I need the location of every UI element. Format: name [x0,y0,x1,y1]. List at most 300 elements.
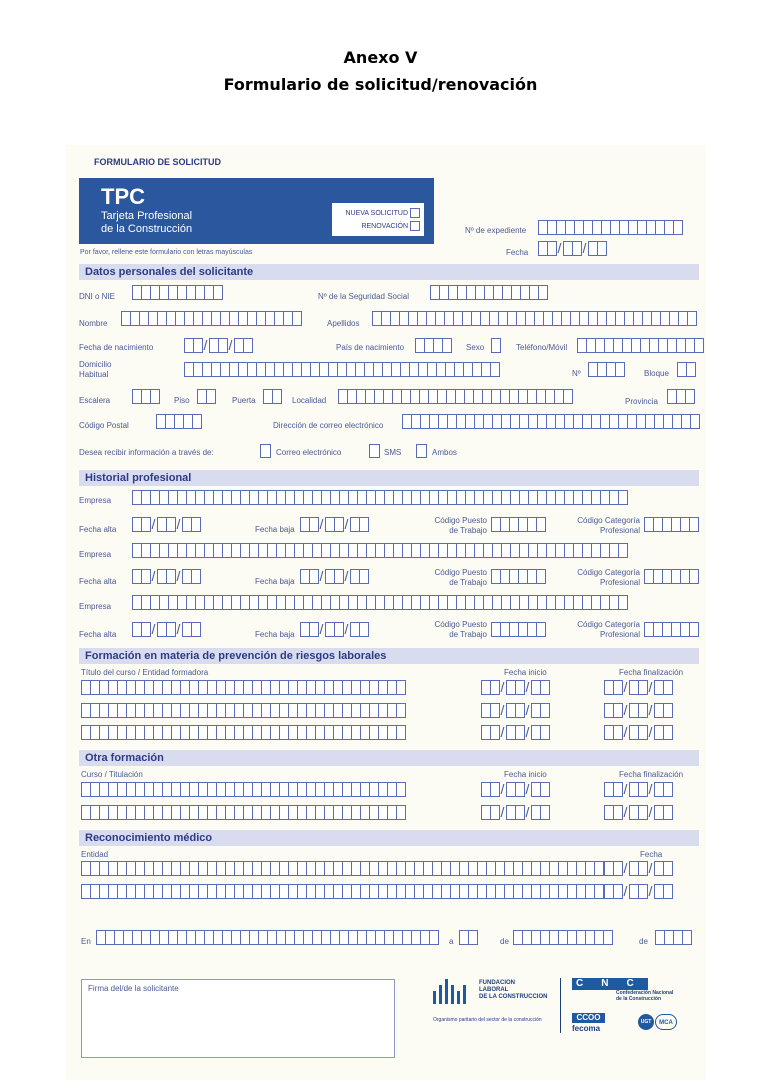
categoria-label-1a: Código Categoría [577,516,640,525]
date-separator: / [176,621,181,637]
pais-nac-label: País de nacimiento [336,343,405,352]
year-cells[interactable] [182,517,200,532]
date-separator: / [623,679,628,695]
puesto-label-3b: de Trabajo [449,630,487,639]
char-cell[interactable] [682,930,692,945]
char-cell[interactable] [536,517,546,532]
sexo-label: Sexo [466,343,485,352]
fecha-baja-label-2: Fecha baja [255,577,295,586]
date-separator: / [623,860,628,876]
date-separator: / [623,781,628,797]
date-separator: / [525,781,530,797]
new-request-checkbox[interactable] [410,208,420,218]
categoria-label-2a: Código Categoría [577,568,640,577]
nombre-field[interactable] [121,311,301,326]
cp-field[interactable] [156,414,201,429]
info-both-checkbox[interactable] [416,444,427,458]
puerta-field[interactable] [263,389,281,404]
char-cell[interactable] [150,389,160,404]
date-separator: / [648,702,653,718]
provincia-label: Provincia [625,397,658,406]
char-cell[interactable] [540,782,550,797]
puesto-label-1b: de Trabajo [449,526,487,535]
char-cell[interactable] [689,517,699,532]
puesto-label-2a: Código Puesto [434,568,487,577]
prl-end-2[interactable] [604,703,672,718]
month-cells[interactable] [506,782,524,797]
date-separator: / [500,804,505,820]
prl-course-field-3[interactable] [81,725,405,740]
date-separator: / [623,883,628,899]
new-request-label: NUEVA SOLICITUD [345,210,408,217]
char-cell[interactable] [396,782,406,797]
char-cell[interactable] [191,622,201,637]
month-cells[interactable] [629,680,647,695]
dni-label: DNI o NIE [79,292,116,301]
char-cell[interactable] [272,389,282,404]
char-cell[interactable] [689,569,699,584]
char-cell[interactable] [396,680,406,695]
provincia-field[interactable] [667,389,694,404]
section-personal: Datos personales del solicitante [79,264,699,280]
ss-label: Nº de la Seguridad Social [318,292,409,301]
puerta-label: Puerta [232,396,256,405]
other-course-field-2[interactable] [81,805,405,820]
place-de1-label: de [500,937,509,946]
char-cell[interactable] [442,338,452,353]
day-cells[interactable] [604,861,622,876]
char-cell[interactable] [396,805,406,820]
expediente-label: Nº de expediente [465,226,527,235]
day-cells[interactable] [604,782,622,797]
year-cells[interactable] [350,569,368,584]
month-cells[interactable] [506,703,524,718]
other-end-label: Fecha finalización [619,770,684,779]
fecha-date[interactable] [538,241,606,256]
categoria-label-3b: Profesional [599,630,640,639]
char-cell[interactable] [673,220,683,235]
date-separator: / [151,516,156,532]
month-cells[interactable] [325,517,343,532]
day-cells[interactable] [184,338,202,353]
date-separator: / [648,804,653,820]
month-cells[interactable] [629,805,647,820]
signature-label: Firma del/de la solicitante [88,984,179,993]
char-cell[interactable] [618,490,628,505]
puesto-label-3a: Código Puesto [434,620,487,629]
char-cell[interactable] [685,389,695,404]
char-cell[interactable] [191,569,201,584]
date-separator: / [151,621,156,637]
place-month-field[interactable] [513,930,612,945]
year-cells[interactable] [654,680,672,695]
flc-name-2: LABORAL [479,987,509,993]
date-separator: / [500,724,505,740]
char-cell[interactable] [359,569,369,584]
categoria-field-2[interactable] [644,569,698,584]
month-cells[interactable] [506,805,524,820]
char-cell[interactable] [429,930,439,945]
char-cell[interactable] [615,362,625,377]
day-cells[interactable] [132,622,150,637]
categoria-field-1[interactable] [644,517,698,532]
date-separator: / [344,568,349,584]
char-cell[interactable] [663,861,673,876]
month-cells[interactable] [563,241,581,256]
categoria-label-3a: Código Categoría [577,620,640,629]
year-cells[interactable] [654,725,672,740]
fecha-baja-label-3: Fecha baja [255,630,295,639]
telefono-label: Teléfono/Móvil [516,343,568,352]
year-cells[interactable] [234,338,252,353]
month-cells[interactable] [157,622,175,637]
char-cell[interactable] [213,285,223,300]
month-cells[interactable] [209,338,227,353]
day-cells[interactable] [300,517,318,532]
char-cell[interactable] [663,703,673,718]
domicilio-field[interactable] [184,362,499,377]
char-cell[interactable] [359,622,369,637]
date-separator: / [648,781,653,797]
char-cell[interactable] [396,703,406,718]
dni-field[interactable] [132,285,222,300]
fecha-alta-2[interactable] [132,569,200,584]
info-email-checkbox[interactable] [260,444,271,458]
fecha-baja-2[interactable] [300,569,368,584]
date-separator: / [648,724,653,740]
day-cells[interactable] [300,569,318,584]
char-cell[interactable] [540,805,550,820]
prl-start-1[interactable] [481,680,549,695]
day-cells[interactable] [604,680,622,695]
fecoma-label: fecoma [572,1024,601,1033]
localidad-field[interactable] [338,389,572,404]
date-separator: / [500,679,505,695]
renewal-checkbox[interactable] [410,221,420,231]
prl-start-2[interactable] [481,703,549,718]
ugt-logo: UGT [638,1014,654,1030]
year-cells[interactable] [350,622,368,637]
month-cells[interactable] [506,680,524,695]
date-separator: / [525,724,530,740]
day-cells[interactable] [481,725,499,740]
expediente-field[interactable] [538,220,682,235]
medical-date-2[interactable] [604,884,672,899]
medical-date-1[interactable] [604,861,672,876]
date-separator: / [648,883,653,899]
date-separator: / [500,781,505,797]
other-end-2[interactable] [604,805,672,820]
year-cells[interactable] [531,782,549,797]
other-start-label: Fecha inicio [504,770,547,779]
year-cells[interactable] [654,884,672,899]
cnc-name-2: de la Construcción [616,996,662,1002]
puesto-field-3[interactable] [491,622,545,637]
empresa-label-2: Empresa [79,550,112,559]
month-cells[interactable] [629,861,647,876]
year-cells[interactable] [531,703,549,718]
puesto-label-1a: Código Puesto [434,516,487,525]
day-cells[interactable] [300,622,318,637]
info-both-label: Ambos [432,448,457,457]
other-course-label: Curso / Titulación [81,770,143,779]
year-cells[interactable] [531,805,549,820]
char-cell[interactable] [694,338,704,353]
char-cell[interactable] [192,414,202,429]
puesto-field-1[interactable] [491,517,545,532]
tpc-banner [79,178,434,244]
date-separator: / [525,702,530,718]
place-a-label: a [449,937,454,946]
day-cells[interactable] [481,680,499,695]
empresa-label-1: Empresa [79,496,112,505]
signature-box[interactable] [81,979,395,1058]
char-cell[interactable] [663,884,673,899]
char-cell[interactable] [687,311,697,326]
day-cells[interactable] [604,884,622,899]
page-title: Formulario de solicitud/renovación [223,75,538,94]
piso-field[interactable] [197,389,215,404]
place-city-field[interactable] [96,930,438,945]
piso-label: Piso [174,396,190,405]
char-cell[interactable] [618,595,628,610]
renewal-label: RENOVACIÓN [361,223,408,230]
char-cell[interactable] [491,338,501,353]
date-separator: / [648,860,653,876]
char-cell[interactable] [292,311,302,326]
prl-end-3[interactable] [604,725,672,740]
fecha-alta-label-1: Fecha alta [79,525,117,534]
empresa-field-3[interactable] [132,595,627,610]
localidad-label: Localidad [292,396,327,405]
day-cells[interactable] [132,517,150,532]
section-other: Otra formación [79,750,699,766]
medical-entity-label: Entidad [81,850,109,859]
day-cells[interactable] [481,782,499,797]
ccoo-logo: CCOO [572,1013,605,1023]
prl-end-label: Fecha finalización [619,668,684,677]
escalera-field[interactable] [132,389,159,404]
puesto-label-2b: de Trabajo [449,578,487,587]
year-cells[interactable] [531,680,549,695]
date-separator: / [648,679,653,695]
year-cells[interactable] [182,569,200,584]
empresa-label-3: Empresa [79,602,112,611]
char-cell[interactable] [663,680,673,695]
place-year-field[interactable] [655,930,691,945]
date-separator: / [557,240,562,256]
month-cells[interactable] [506,725,524,740]
char-cell[interactable] [663,725,673,740]
date-separator: / [525,804,530,820]
prl-start-3[interactable] [481,725,549,740]
char-cell[interactable] [191,517,201,532]
date-separator: / [319,568,324,584]
other-course-field-1[interactable] [81,782,405,797]
prl-course-field-2[interactable] [81,703,405,718]
prl-end-1[interactable] [604,680,672,695]
bloque-field[interactable] [677,362,695,377]
empresa-field-1[interactable] [132,490,627,505]
section-medical: Reconocimiento médico [79,830,699,846]
info-sms-checkbox[interactable] [369,444,380,458]
email-label: Dirección de correo electrónico [273,421,384,430]
sexo-field[interactable] [491,338,500,353]
other-end-1[interactable] [604,782,672,797]
puesto-field-2[interactable] [491,569,545,584]
date-separator: / [623,724,628,740]
char-cell[interactable] [490,362,500,377]
char-cell[interactable] [540,725,550,740]
date-separator: / [203,337,208,353]
prl-course-field-1[interactable] [81,680,405,695]
tpc-line2: de la Construcción [101,223,193,235]
fecha-nac-date[interactable] [184,338,252,353]
char-cell[interactable] [663,782,673,797]
info-via-label: Desea recibir información a través de: [79,448,214,457]
char-cell[interactable] [618,543,628,558]
date-separator: / [623,702,628,718]
domicilio-label-1: Domicilio [79,360,112,369]
char-cell[interactable] [243,338,253,353]
flc-name-1: FUNDACION [479,980,515,986]
year-cells[interactable] [654,782,672,797]
cnc-name-1: Confederación Nacional [616,990,674,996]
date-separator: / [176,568,181,584]
char-cell[interactable] [689,622,699,637]
day-cells[interactable] [604,703,622,718]
date-separator: / [500,702,505,718]
email-field[interactable] [402,414,699,429]
logo-divider [560,978,561,1033]
month-cells[interactable] [325,569,343,584]
date-separator: / [525,679,530,695]
month-cells[interactable] [629,725,647,740]
year-cells[interactable] [350,517,368,532]
fecha-nac-label: Fecha de nacimiento [79,343,154,352]
section-history: Historial profesional [79,470,699,486]
place-day-field[interactable] [459,930,477,945]
year-cells[interactable] [654,703,672,718]
apellidos-field[interactable] [372,311,696,326]
telefono-field[interactable] [577,338,703,353]
numero-field[interactable] [588,362,624,377]
char-cell[interactable] [206,389,216,404]
cp-label: Código Postal [79,421,129,430]
day-cells[interactable] [481,805,499,820]
month-cells[interactable] [629,782,647,797]
char-cell[interactable] [536,622,546,637]
escalera-label: Escalera [79,396,111,405]
date-separator: / [319,516,324,532]
nombre-label: Nombre [79,319,108,328]
categoria-field-3[interactable] [644,622,698,637]
day-cells[interactable] [481,703,499,718]
instruction: Por favor, rellene este formulario con letras mayúsculas [80,249,253,256]
section-prl: Formación en materia de prevención de riesgos laborales [79,648,699,664]
char-cell[interactable] [690,414,700,429]
form-header: FORMULARIO DE SOLICITUD [94,157,221,167]
pais-nac-field[interactable] [415,338,451,353]
info-email-label: Correo electrónico [276,448,342,457]
place-en-label: En [81,937,91,946]
ss-field[interactable] [430,285,547,300]
char-cell[interactable] [597,241,607,256]
mca-logo: MCA [655,1014,677,1030]
bloque-label: Bloque [644,369,669,378]
categoria-label-2b: Profesional [599,578,640,587]
date-separator: / [151,568,156,584]
year-cells[interactable] [654,805,672,820]
cnc-logo: CNC [572,978,648,990]
domicilio-label-2: Habitual [79,370,109,379]
fecha-baja-1[interactable] [300,517,368,532]
medical-entity-field-1[interactable] [81,861,612,876]
other-start-1[interactable] [481,782,549,797]
date-separator: / [176,516,181,532]
char-cell[interactable] [686,362,696,377]
year-cells[interactable] [531,725,549,740]
month-cells[interactable] [157,517,175,532]
month-cells[interactable] [325,622,343,637]
month-cells[interactable] [157,569,175,584]
year-cells[interactable] [182,622,200,637]
fecha-alta-label-2: Fecha alta [79,577,117,586]
date-separator: / [228,337,233,353]
date-separator: / [623,804,628,820]
request-type-box [332,203,424,236]
date-separator: / [344,516,349,532]
char-cell[interactable] [536,569,546,584]
date-separator: / [344,621,349,637]
flc-subtitle: Organismo paritario del sector de la construcción [433,1017,542,1023]
year-cells[interactable] [588,241,606,256]
fecha-label: Fecha [506,248,529,257]
flc-name-3: DE LA CONSTRUCCION [479,994,548,1000]
char-cell[interactable] [396,725,406,740]
char-cell[interactable] [540,703,550,718]
tpc-acronym: TPC [101,184,145,209]
fecha-baja-3[interactable] [300,622,368,637]
day-cells[interactable] [538,241,556,256]
char-cell[interactable] [468,930,478,945]
month-cells[interactable] [629,703,647,718]
char-cell[interactable] [538,285,548,300]
year-cells[interactable] [654,861,672,876]
day-cells[interactable] [132,569,150,584]
prl-course-label: Título del curso / Entidad formadora [81,668,209,677]
info-sms-label: SMS [384,448,402,457]
fecha-alta-1[interactable] [132,517,200,532]
empresa-field-2[interactable] [132,543,627,558]
date-separator: / [319,621,324,637]
tpc-line1: Tarjeta Profesional [101,210,193,222]
char-cell[interactable] [540,680,550,695]
fecha-alta-label-3: Fecha alta [79,630,117,639]
prl-start-label: Fecha inicio [504,668,547,677]
day-cells[interactable] [604,725,622,740]
fecha-alta-3[interactable] [132,622,200,637]
day-cells[interactable] [604,805,622,820]
char-cell[interactable] [563,389,573,404]
medical-entity-field-2[interactable] [81,884,612,899]
categoria-label-1b: Profesional [599,526,640,535]
char-cell[interactable] [359,517,369,532]
other-start-2[interactable] [481,805,549,820]
char-cell[interactable] [603,930,613,945]
month-cells[interactable] [629,884,647,899]
char-cell[interactable] [663,805,673,820]
